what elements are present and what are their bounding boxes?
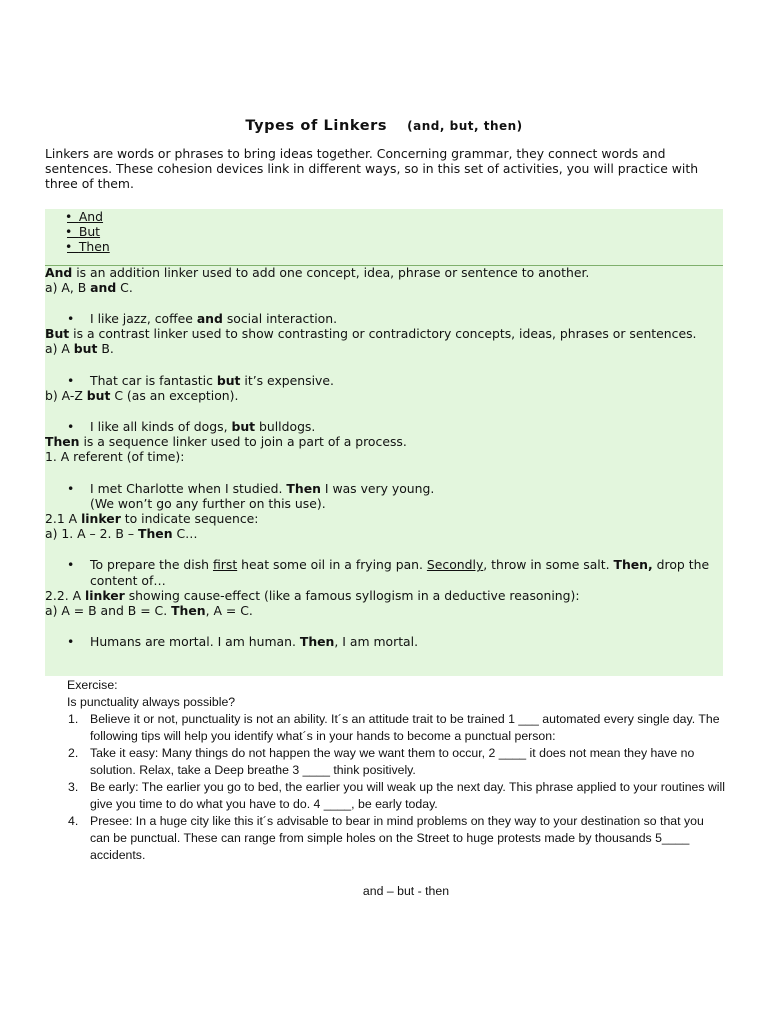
exercise-list — [67, 711, 727, 864]
link-and[interactable]: And — [78, 209, 104, 224]
word-bank: and – but - then — [362, 884, 450, 898]
spacer — [45, 541, 723, 557]
exercise-item: 3. Be early: The earlier you go to bed, the earlier you will weak up the next day. This phrase applied to your routines will give you time to do what you have to do. 4 ____, be early today. — [68, 780, 726, 811]
then-use-1: 1. A referent (of time): — [45, 449, 185, 465]
then-example-2-2: • Humans are mortal. I am human. Then, I am mortal. — [45, 634, 723, 649]
linker-list-item[interactable] — [45, 224, 723, 239]
page-title — [0, 118, 768, 134]
but-pattern-a: a) A but B. — [45, 341, 114, 357]
title-text: Types of Linkers — [245, 118, 388, 134]
intro-paragraph: Linkers are words or phrases to bring ideas together. Concerning grammar, they connect words and sentences. These cohesion devices link in different ways, so in this set of activities, you will practice with three of them. — [45, 146, 699, 191]
linkers-content — [45, 209, 723, 649]
linker-list-item[interactable] — [45, 239, 723, 254]
and-example: • I like jazz, coffee and social interaction. — [45, 311, 723, 326]
but-example-a: • That car is fantastic but it’s expensive. — [45, 373, 723, 388]
spacer — [45, 255, 723, 265]
but-pattern-b: b) A-Z but C (as an exception). — [45, 387, 239, 403]
exercise-question: Is punctuality always possible? — [67, 695, 236, 709]
link-but[interactable]: But — [78, 224, 101, 240]
then-definition: Then is a sequence linker used to join a part of a process. — [45, 434, 407, 450]
title-subtitle: (and, but, then) — [407, 119, 523, 133]
then-example-1: • I met Charlotte when I studied. Then I was very young. (We won’t go any further on this use). — [45, 481, 723, 511]
exercise-item: 2. Take it easy: Many things do not happen the way we want them to occur, 2 ____ it does not mean they have no solution. Relax, take a Deep breathe 3 ____ think positively. — [68, 746, 695, 777]
link-then[interactable]: Then — [78, 239, 110, 255]
then-example-2-1: • To prepare the dish first heat some oil in a frying pan. Secondly, throw in some salt. Then, drop the content of… — [45, 557, 723, 587]
linker-list-item[interactable] — [45, 209, 723, 224]
spacer — [45, 618, 723, 634]
but-definition: But is a contrast linker used to show contrasting or contradictory concepts, ideas, phrases or sentences. — [45, 326, 697, 342]
spacer — [45, 403, 723, 419]
spacer — [45, 465, 723, 481]
then-pattern-2-1: a) 1. A – 2. B – Then C… — [45, 526, 198, 542]
exercise-item: 4. Presee: In a huge city like this it´s advisable to bear in mind problems on they way to your destination so that you can be punctual. These can range from simple holes on the Street to huge protests made by thousands 5____ accidents. — [68, 814, 704, 862]
exercise-section — [67, 677, 727, 864]
and-definition: And is an addition linker used to add one concept, idea, phrase or sentence to another. — [45, 264, 590, 280]
exercise-item: 1. Believe it or not, punctuality is not an ability. It´s an attitude trait to be trained 1 ___ automated every single day. The following tips will help you identify what´s in your hands to become a punctual person: — [68, 712, 720, 743]
then-use-2-1: 2.1 A linker to indicate sequence: — [45, 511, 259, 527]
and-pattern: a) A, B and C. — [45, 279, 133, 295]
exercise-label: Exercise: — [67, 678, 118, 692]
then-pattern-2-2: a) A = B and B = C. Then, A = C. — [45, 603, 253, 619]
then-example-1-note: (We won’t go any further on this use). — [90, 495, 326, 511]
then-use-2-2: 2.2. A linker showing cause-effect (like a famous syllogism in a deductive reasoning): — [45, 587, 580, 603]
spacer — [45, 295, 723, 311]
spacer — [45, 357, 723, 373]
linker-list — [45, 209, 723, 255]
but-example-b: • I like all kinds of dogs, but bulldogs. — [45, 419, 723, 434]
